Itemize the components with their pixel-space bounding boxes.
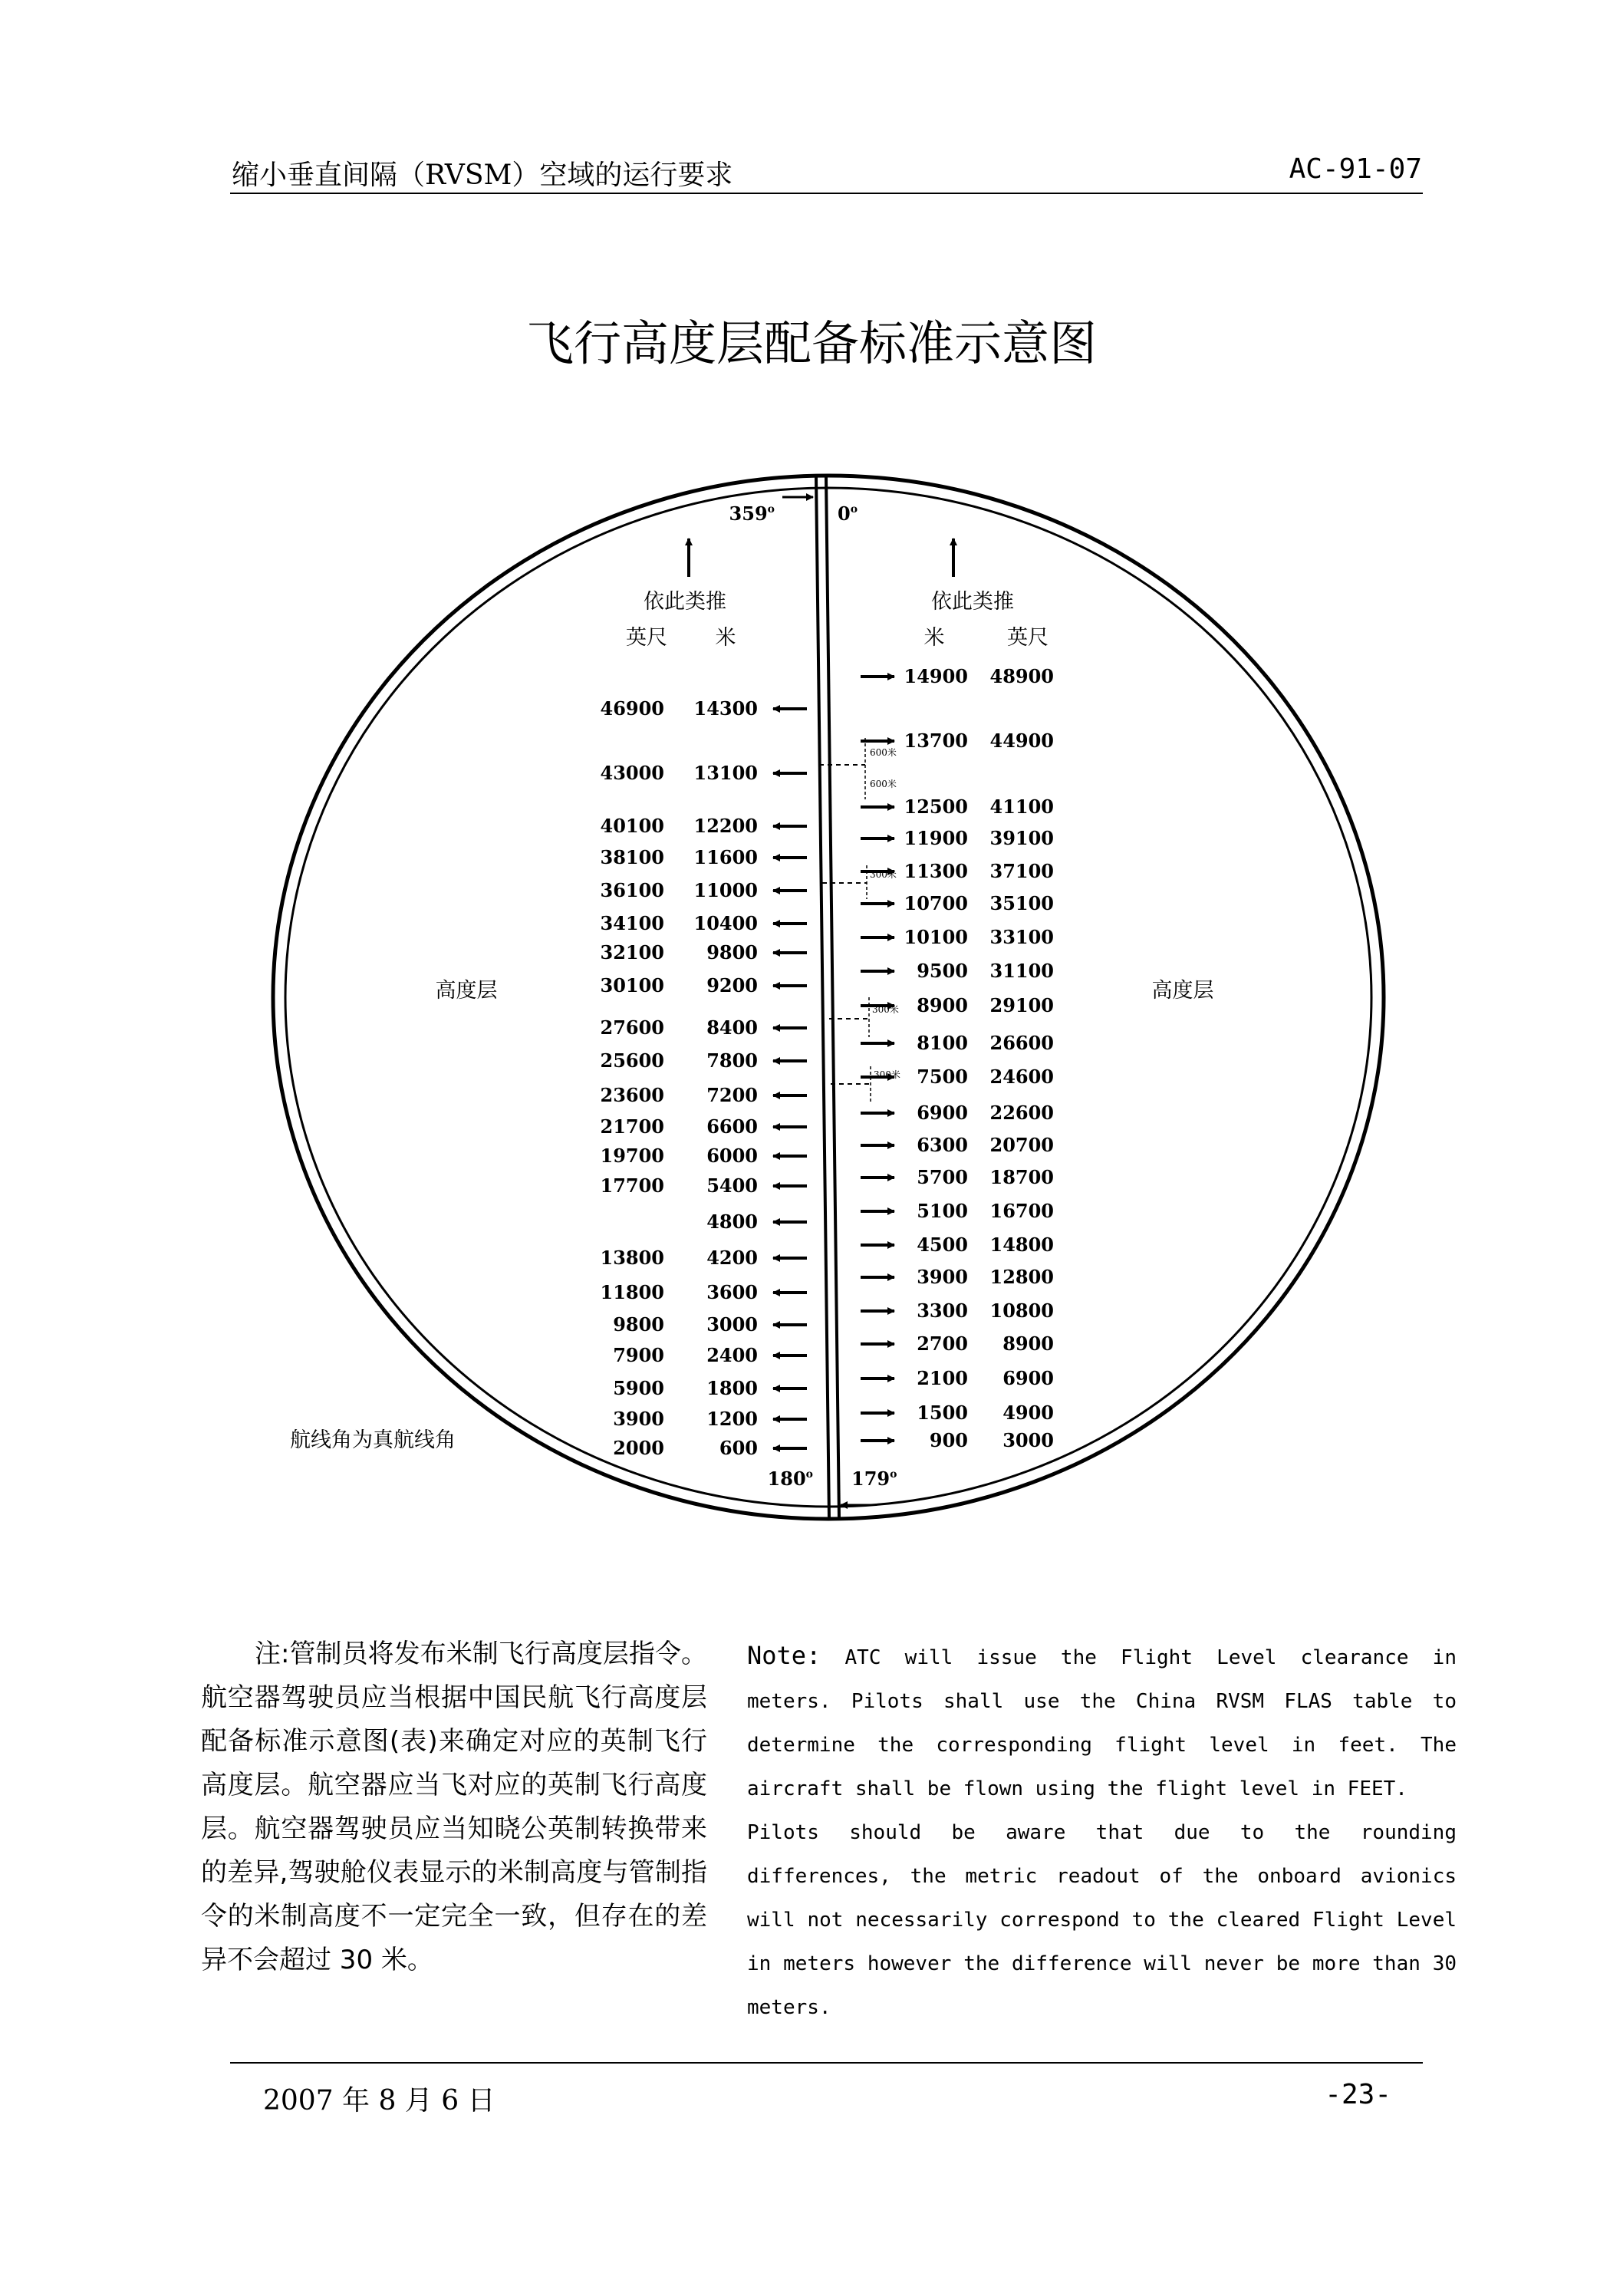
left-col-meters: 米 — [715, 626, 736, 650]
level-meters: 3600 — [706, 1281, 758, 1303]
westbound-level-row — [613, 1408, 807, 1430]
footer-page: -23- — [1325, 2079, 1391, 2110]
level-feet: 23600 — [600, 1084, 664, 1106]
level-meters: 7200 — [706, 1084, 758, 1106]
westbound-levels — [601, 697, 808, 1459]
level-meters: 3300 — [917, 1300, 968, 1322]
level-meters: 9800 — [706, 941, 758, 964]
level-feet: 44900 — [989, 730, 1054, 752]
level-feet: 39100 — [989, 827, 1054, 849]
level-feet: 16700 — [989, 1200, 1054, 1222]
eastbound-level-row — [861, 796, 1054, 818]
westbound-level-row — [613, 1437, 807, 1459]
westbound-level-row — [601, 762, 808, 784]
level-meters: 2400 — [706, 1344, 758, 1366]
westbound-level-row — [601, 1049, 808, 1072]
eastbound-level-row — [861, 1134, 1054, 1156]
level-feet: 6900 — [1002, 1367, 1054, 1389]
header-doc-code: AC-91-07 — [1289, 153, 1422, 185]
note-english-p2: Pilots should be aware that due to the rounding differences, the metric readout of the onboard avionics will not necessarily correspond to the cleared Flight Level in meters however the difference will never be more than 30 meters. — [747, 1821, 1457, 2019]
level-feet: 19700 — [600, 1145, 664, 1167]
deg-0-label: 0 — [838, 502, 851, 525]
level-feet: 41100 — [989, 796, 1054, 818]
level-meters: 11300 — [904, 860, 968, 882]
eastbound-level-row — [861, 1266, 1054, 1288]
level-meters: 6300 — [917, 1134, 968, 1156]
spacing-bracket-300-c — [831, 1066, 900, 1102]
deg-179-label: 179 — [851, 1468, 891, 1490]
level-meters: 6600 — [706, 1115, 758, 1138]
eastbound-level-row — [861, 892, 1054, 914]
level-feet: 29100 — [989, 994, 1054, 1016]
right-caption: 依此类推 — [931, 590, 1014, 614]
westbound-level-row — [601, 1281, 808, 1303]
level-feet: 13800 — [600, 1247, 664, 1269]
deg-180-label: 180 — [767, 1468, 806, 1490]
level-feet: 18700 — [989, 1166, 1054, 1188]
westbound-level-row — [601, 1174, 808, 1197]
level-feet: 24600 — [989, 1066, 1054, 1088]
eastbound-level-row — [861, 665, 1054, 687]
westbound-level-row — [613, 1344, 807, 1366]
eastbound-level-row — [861, 1166, 1054, 1188]
level-meters: 5700 — [917, 1166, 968, 1188]
level-meters: 7800 — [706, 1049, 758, 1072]
level-feet: 11800 — [600, 1281, 664, 1303]
eastbound-level-row — [861, 1032, 1054, 1054]
level-feet: 12800 — [989, 1266, 1054, 1288]
westbound-level-row — [613, 1313, 807, 1336]
level-feet: 26600 — [989, 1032, 1054, 1054]
level-feet: 48900 — [989, 665, 1054, 687]
svg-text:0o: 0$^o$ — [838, 502, 858, 525]
note-english — [747, 1634, 1457, 2030]
level-meters: 10400 — [693, 912, 758, 934]
level-meters: 10100 — [904, 926, 968, 948]
level-meters: 900 — [929, 1429, 968, 1451]
spacing-bracket-300-b — [829, 997, 899, 1037]
level-meters: 11600 — [693, 846, 758, 868]
eastbound-level-row — [861, 827, 1054, 849]
level-meters: 3000 — [706, 1313, 758, 1336]
level-feet: 27600 — [600, 1016, 664, 1039]
eastbound-level-row — [861, 960, 1054, 982]
level-meters: 13100 — [693, 762, 758, 784]
footer-date: 2007 年 8 月 6 日 — [263, 2085, 495, 2116]
level-meters: 9500 — [917, 960, 968, 982]
level-meters: 5400 — [706, 1174, 758, 1197]
westbound-level-row — [706, 1211, 807, 1233]
course-note: 航线角为真航线角 — [290, 1428, 456, 1452]
footer-rule — [230, 2062, 1423, 2064]
westbound-level-row — [601, 941, 808, 964]
level-feet: 22600 — [989, 1102, 1054, 1124]
level-meters: 3900 — [917, 1266, 968, 1288]
spacing-300-c: 300米 — [874, 1069, 900, 1080]
level-feet: 37100 — [989, 860, 1054, 882]
level-meters: 11000 — [693, 879, 758, 901]
westbound-level-row — [601, 1084, 808, 1106]
level-meters: 5100 — [917, 1200, 968, 1222]
level-meters: 12200 — [693, 815, 758, 837]
level-meters: 8900 — [917, 994, 968, 1016]
right-col-feet: 英尺 — [1007, 626, 1049, 650]
eastbound-level-row — [861, 1402, 1054, 1424]
note-chinese: 注:管制员将发布米制飞行高度层指令。航空器驾驶员应当根据中国民航飞行高度层配备标准示意图(表)来确定对应的英制飞行高度层。航空器应当飞对应的英制飞行高度层。航空器驾驶员应当知晓公英制转换带来的差异,驾驶舱仪表显示的米制高度与管制指令的米制高度不一定完全一致，但存在的差异不会超过 30 米。 — [201, 1639, 707, 1975]
eastbound-level-row — [861, 926, 1054, 948]
level-feet: 31100 — [989, 960, 1054, 982]
note-english-p1: ATC will issue the Flight Level clearance in meters. Pilots shall use the China RVSM FLAS table to determine the corresponding flight level in feet. The aircraft shall be flown using the flight level in FEET. — [747, 1646, 1457, 1800]
spacing-600-lower: 600米 — [870, 779, 897, 789]
note-english-lead: Note: — [747, 1641, 821, 1670]
level-meters: 8400 — [706, 1016, 758, 1039]
side-label-right: 高度层 — [1151, 979, 1214, 1003]
level-meters: 14300 — [693, 697, 758, 720]
page-title: 飞行高度层配备标准示意图 — [525, 315, 1097, 371]
westbound-level-row — [613, 1377, 807, 1399]
level-feet: 33100 — [989, 926, 1054, 948]
level-meters: 10700 — [904, 892, 968, 914]
eastbound-level-row — [861, 1200, 1054, 1222]
level-meters: 600 — [719, 1437, 758, 1459]
westbound-level-row — [601, 1145, 808, 1167]
level-meters: 8100 — [917, 1032, 968, 1054]
eastbound-level-row — [861, 1429, 1054, 1451]
level-feet: 34100 — [600, 912, 664, 934]
level-meters: 1500 — [917, 1402, 968, 1424]
westbound-level-row — [601, 879, 808, 901]
spacing-600-upper: 600米 — [870, 747, 897, 758]
svg-text:179o: 179$^o$ — [851, 1468, 897, 1490]
level-feet: 35100 — [989, 892, 1054, 914]
level-meters: 4200 — [706, 1247, 758, 1269]
level-meters: 1200 — [706, 1408, 758, 1430]
level-meters: 6000 — [706, 1145, 758, 1167]
level-meters: 11900 — [904, 827, 968, 849]
level-meters: 13700 — [904, 730, 968, 752]
level-meters: 2700 — [917, 1332, 968, 1355]
level-meters: 1800 — [706, 1377, 758, 1399]
right-col-meters: 米 — [923, 626, 945, 650]
westbound-level-row — [601, 974, 808, 996]
level-meters: 6900 — [917, 1102, 968, 1124]
level-feet: 40100 — [600, 815, 664, 837]
spacing-300-b: 300米 — [872, 1004, 899, 1015]
level-feet: 4900 — [1002, 1402, 1054, 1424]
level-meters: 4500 — [917, 1234, 968, 1256]
westbound-level-row — [601, 697, 808, 720]
level-meters: 14900 — [904, 665, 968, 687]
deg-359-label: 359 — [729, 502, 768, 525]
svg-text:180o: 180$^o$ — [767, 1468, 813, 1490]
level-meters: 2100 — [917, 1367, 968, 1389]
eastbound-level-row — [861, 1234, 1054, 1256]
level-feet: 43000 — [600, 762, 664, 784]
level-feet: 32100 — [600, 941, 664, 964]
eastbound-level-row — [861, 1102, 1054, 1124]
westbound-level-row — [601, 912, 808, 934]
level-feet: 3900 — [613, 1408, 664, 1430]
level-meters: 7500 — [917, 1066, 968, 1088]
level-feet: 38100 — [600, 846, 664, 868]
level-feet: 5900 — [613, 1377, 664, 1399]
level-feet: 36100 — [600, 879, 664, 901]
level-feet: 17700 — [600, 1174, 664, 1197]
level-meters: 4800 — [706, 1211, 758, 1233]
westbound-level-row — [601, 815, 808, 837]
left-col-feet: 英尺 — [626, 626, 667, 650]
level-feet: 46900 — [600, 697, 664, 720]
westbound-level-row — [601, 1247, 808, 1269]
westbound-level-row — [601, 846, 808, 868]
westbound-level-row — [601, 1115, 808, 1138]
eastbound-level-row — [861, 1332, 1054, 1355]
left-caption: 依此类推 — [644, 590, 726, 614]
side-label-left: 高度层 — [435, 979, 498, 1003]
level-feet: 10800 — [989, 1300, 1054, 1322]
level-feet: 8900 — [1002, 1332, 1054, 1355]
level-meters: 9200 — [706, 974, 758, 996]
level-feet: 14800 — [989, 1234, 1054, 1256]
westbound-level-row — [601, 1016, 808, 1039]
eastbound-level-row — [861, 1367, 1054, 1389]
level-feet: 21700 — [600, 1115, 664, 1138]
eastbound-level-row — [861, 1300, 1054, 1322]
level-feet: 20700 — [989, 1134, 1054, 1156]
svg-text:359o: 359$^o$ — [729, 502, 775, 525]
level-feet: 25600 — [600, 1049, 664, 1072]
header-title: 缩小垂直间隔（RVSM）空域的运行要求 — [232, 160, 733, 191]
level-feet: 3000 — [1002, 1429, 1054, 1451]
level-meters: 12500 — [904, 796, 968, 818]
level-feet: 7900 — [613, 1344, 664, 1366]
level-feet: 30100 — [600, 974, 664, 996]
spacing-300-a: 300米 — [870, 869, 897, 880]
level-feet: 2000 — [613, 1437, 664, 1459]
level-feet: 9800 — [613, 1313, 664, 1336]
